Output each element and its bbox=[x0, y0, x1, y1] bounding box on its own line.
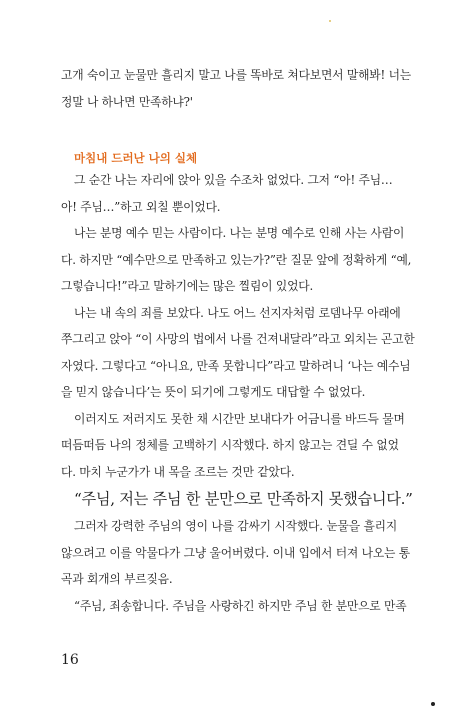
paragraph-line: 그 순간 나는 자리에 앉아 있을 수조차 없었다. 그저 “아! 주님… bbox=[74, 173, 393, 187]
paragraph-line: 아! 주님…”하고 외칠 뿐이었다. bbox=[61, 199, 221, 214]
paragraph-line: 그러자 강력한 주님의 영이 나를 감싸기 시작했다. 눈물을 흘리지 bbox=[74, 519, 398, 533]
prayer-quote: “주님, 저는 주님 한 분만으로 만족하지 못했습니다.” bbox=[74, 490, 413, 508]
ink-speck bbox=[329, 20, 331, 22]
paragraph-line: 떠듬떠듬 나의 정체를 고백하기 시작했다. 하지 않고는 견딜 수 없었 bbox=[61, 438, 399, 452]
paragraph-line: 나는 분명 예수 믿는 사람이다. 나는 분명 예수로 인해 사는 사람이 bbox=[74, 226, 405, 240]
body-text bbox=[61, 167, 421, 619]
paragraph-line: 않으려고 이를 악물다가 그냥 울어버렸다. 이내 입에서 터져 나오는 통 bbox=[61, 545, 410, 560]
paragraph-line: “주님, 죄송합니다. 주님을 사랑하긴 하지만 주님 한 분만으로 만족 bbox=[74, 598, 407, 613]
paragraph-line: 곡과 회개의 부르짖음. bbox=[61, 572, 173, 586]
paragraph-line: 다. 마치 누군가가 내 목을 조르는 것만 같았다. bbox=[61, 464, 295, 479]
paragraph-line: 을 믿지 않습니다’는 뜻이 되기에 그렇게도 대답할 수 없었다. bbox=[61, 385, 366, 399]
paragraph-line: 나는 내 속의 죄를 보았다. 나도 어느 선지자처럼 로뎀나무 아래에 bbox=[74, 305, 401, 320]
paragraph-line: 다. 하지만 “예수만으로 만족하고 있는가?”란 질문 앞에 정확하게 “예, bbox=[61, 252, 412, 267]
ink-speck bbox=[431, 702, 435, 706]
page-number: 16 bbox=[61, 652, 79, 668]
paragraph-line: 고개 숙이고 눈물만 흘리지 말고 나를 똑바로 쳐다보면서 말해봐! 너는 bbox=[61, 68, 411, 82]
paragraph-line: 자였다. 그렇다고 “아니요, 만족 못합니다”라고 말하려니 ‘나는 예수님 bbox=[61, 358, 411, 373]
paragraph-line: 그렇습니다!”라고 말하기에는 많은 찔림이 있었다. bbox=[61, 279, 314, 293]
section-heading: 마침내 드러난 나의 실체 bbox=[74, 151, 198, 165]
paragraph-line: 정말 나 하나면 만족하냐?' bbox=[61, 94, 193, 109]
opening-paragraph bbox=[61, 62, 421, 115]
paragraph-line: 쭈그리고 앉아 “이 사망의 법에서 나를 건져내달라”라고 외치는 곤고한 bbox=[61, 332, 415, 346]
paragraph-line: 이러지도 저러지도 못한 채 시간만 보내다가 어금니를 바드득 물며 bbox=[74, 411, 405, 426]
